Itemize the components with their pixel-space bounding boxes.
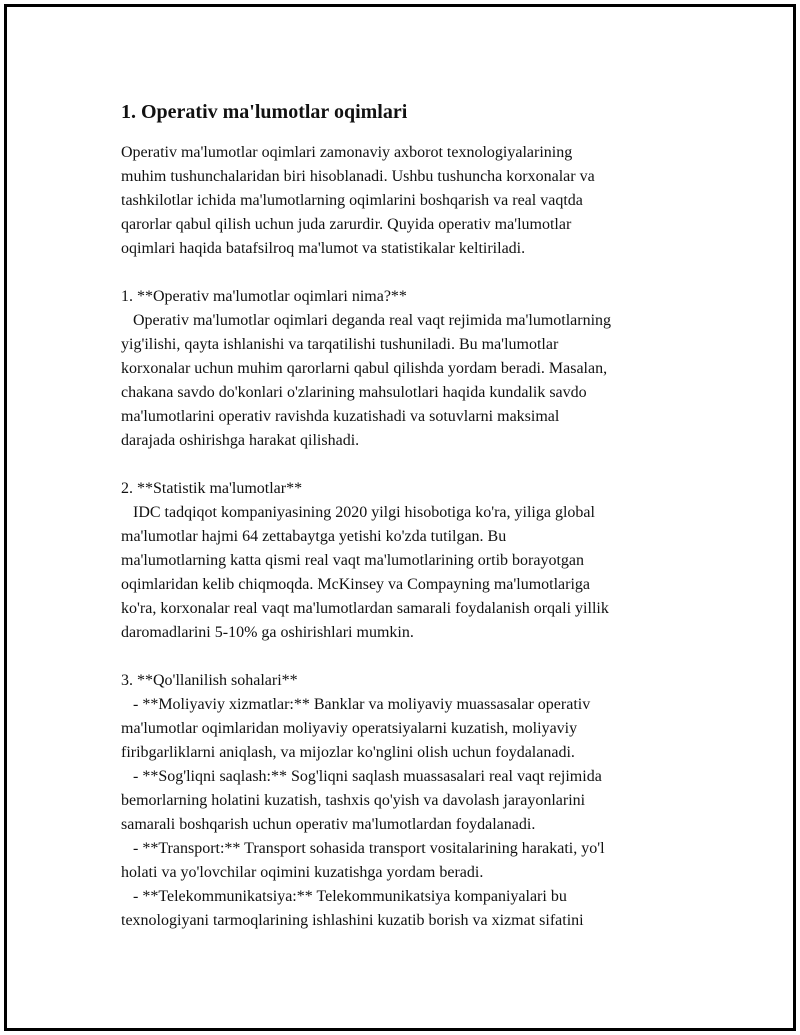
section-3-title: 3. **Qo'llanilish sohalari** [121,672,298,689]
list-item: - **Sog'liqni saqlash:** Sog'liqni saqlash muassasalari real vaqt rejimida [121,768,602,785]
text-line: tashkilotlar ichida ma'lumotlarning oqimlarini boshqarish va real vaqtda [121,192,583,209]
text-line: IDC tadqiqot kompaniyasining 2020 yilgi hisobotiga ko'ra, yiliga global [121,504,595,521]
section-2 [121,477,701,645]
text-line: ma'lumotlarini operativ ravishda kuzatishadi va sotuvlarni maksimal [121,408,560,425]
text-line: texnologiyani tarmoqlarining ishlashini kuzatib borish va xizmat sifatini [121,912,584,929]
text-line: samarali boshqarish uchun operativ ma'lumotlardan foydalanadi. [121,816,536,833]
intro-paragraph [121,141,701,261]
text-line: ma'lumotlar oqimlaridan moliyaviy operatsiyalarni kuzatish, moliyaviy [121,720,578,737]
section-3 [121,669,701,933]
list-item: - **Transport:** Transport sohasida transport vositalarining harakati, yo'l [121,840,605,857]
text-line: Operativ ma'lumotlar oqimlari zamonaviy axborot texnologiyalarining [121,144,573,161]
text-line: yig'ilishi, qayta ishlanishi va tarqatilishi tushuniladi. Bu ma'lumotlar [121,336,559,353]
text-line: ko'ra, korxonalar real vaqt ma'lumotlardan samarali foydalanish orqali yillik [121,600,609,617]
section-2-title: 2. **Statistik ma'lumotlar** [121,480,303,497]
text-line: darajada oshirishga harakat qilishadi. [121,432,360,449]
text-line: ma'lumotlar hajmi 64 zettabaytga yetishi ko'zda tutilgan. Bu [121,528,507,545]
text-line: qarorlar qabul qilish uchun juda zarurdir. Quyida operativ ma'lumotlar [121,216,572,233]
section-1-title: 1. **Operativ ma'lumotlar oqimlari nima?** [121,288,407,305]
section-1 [121,285,701,453]
text-line: holati va yo'lovchilar oqimini kuzatishga yordam beradi. [121,864,484,881]
text-line: korxonalar uchun muhim qarorlarni qabul qilishda yordam beradi. Masalan, [121,360,608,377]
text-line: ma'lumotlarning katta qismi real vaqt ma'lumotlarining ortib borayotgan [121,552,584,569]
document-body [121,99,701,933]
text-line: muhim tushunchalaridan biri hisoblanadi. Ushbu tushuncha korxonalar va [121,168,595,185]
text-line: oqimlaridan kelib chiqmoqda. McKinsey va Compayning ma'lumotlariga [121,576,591,593]
text-line: Operativ ma'lumotlar oqimlari deganda real vaqt rejimida ma'lumotlarning [121,312,612,329]
text-line: oqimlari haqida batafsilroq ma'lumot va statistikalar keltiriladi. [121,240,526,257]
list-item: - **Telekommunikatsiya:** Telekommunikatsiya kompaniyalari bu [121,888,567,905]
text-line: firibgarliklarni aniqlash, va mijozlar ko'nglini olish uchun foydalanadi. [121,744,575,761]
text-line: bemorlarning holatini kuzatish, tashxis qo'yish va davolash jarayonlarini [121,792,586,809]
text-line: chakana savdo do'konlari o'zlarining mahsulotlari haqida kundalik savdo [121,384,587,401]
text-line: daromadlarini 5-10% ga oshirishlari mumkin. [121,624,414,641]
document-page [4,4,796,1031]
section-heading: 1. Operativ ma'lumotlar oqimlari [121,101,408,123]
list-item: - **Moliyaviy xizmatlar:** Banklar va moliyaviy muassasalar operativ [121,696,591,713]
